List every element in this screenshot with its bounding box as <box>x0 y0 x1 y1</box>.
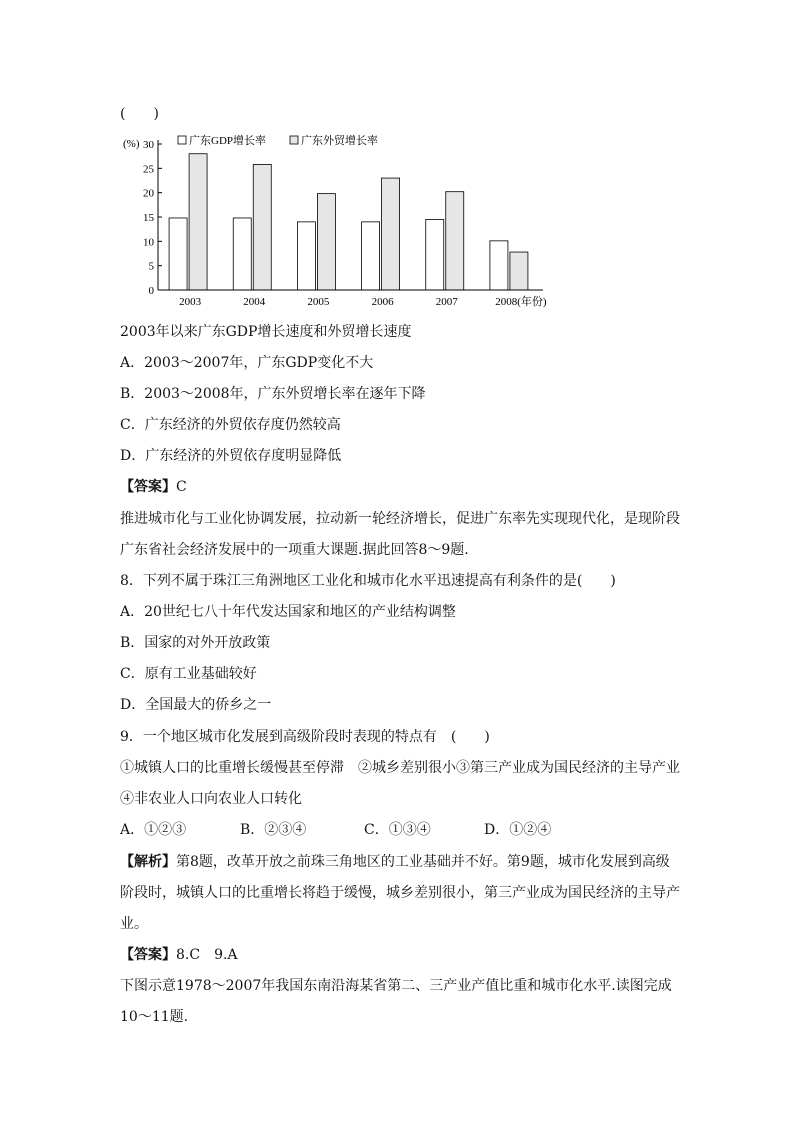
x-tick-label: 2005 <box>307 296 330 308</box>
answer-value: 8.C 9.A <box>176 947 238 963</box>
question-7-paren: ( ) <box>120 106 159 122</box>
bar-gdp-2003 <box>169 218 187 290</box>
bar-gdp-2008 <box>490 241 508 290</box>
analysis-line-1 <box>120 852 670 872</box>
bar-gdp-2006 <box>362 222 380 290</box>
intro-line-1: 推进城市化与工业化协调发展，拉动新一轮经济增长，促进广东率先实现现代化，是现阶段 <box>120 511 680 527</box>
chart-caption: 2003年以来广东GDP增长速度和外贸增长速度 <box>120 324 412 340</box>
q9-option-c: C．①③④ <box>364 822 431 838</box>
q7-option-c: C．广东经济的外贸依存度仍然较高 <box>120 417 341 433</box>
legend-swatch <box>290 136 298 144</box>
y-tick-label: 15 <box>143 212 154 224</box>
next-intro-line-1: 下图示意1978～2007年我国东南沿海某省第二、三产业产值比重和城市化水平.读图完成 <box>120 978 672 994</box>
bar-gdp-2007 <box>426 219 444 290</box>
q8-option-a: A．20世纪七八十年代发达国家和地区的产业结构调整 <box>120 604 456 620</box>
bar-gdp-2004 <box>233 218 251 290</box>
q9-option-b: B．②③④ <box>240 822 307 838</box>
y-tick-label: 25 <box>143 163 154 176</box>
analysis-text-1: 第8题，改革开放之前珠三角地区的工业基础并不好。第9题，城市化发展到高级 <box>176 854 670 870</box>
gdp-trade-bar-chart <box>118 130 558 310</box>
analysis-label: 【解析】 <box>120 854 176 870</box>
x-axis <box>158 290 547 308</box>
q7-option-b: B．2003～2008年，广东外贸增长率在逐年下降 <box>120 386 426 402</box>
question-8: 8．下列不属于珠江三角洲地区工业化和城市化水平迅速提高有利条件的是( ) <box>120 573 616 589</box>
x-tick-label: 2003 <box>179 296 202 308</box>
q9-option-d: D．①②④ <box>484 822 552 838</box>
y-tick-label: 5 <box>148 260 154 273</box>
x-tick-label: 2006 <box>371 296 394 308</box>
chart-legend <box>178 133 378 147</box>
bar-trade-2003 <box>189 154 207 290</box>
bar-trade-2006 <box>382 178 400 290</box>
x-tick-label: 2007 <box>435 296 458 308</box>
x-tick-label: 2008(年份) <box>495 296 547 308</box>
legend-swatch <box>178 136 186 144</box>
answer-8-9 <box>120 945 238 965</box>
bar-gdp-2005 <box>297 222 315 290</box>
y-tick-label: 30 <box>143 139 154 151</box>
q7-option-d: D．广东经济的外贸依存度明显降低 <box>120 448 342 464</box>
q8-option-c: C．原有工业基础较好 <box>120 666 257 682</box>
bar-trade-2007 <box>446 192 464 290</box>
q9-option-a: A．①②③ <box>120 822 187 838</box>
bar-trade-2004 <box>253 164 271 290</box>
q9-statements-1: ①城镇人口的比重增长缓慢甚至停滞 ②城乡差别很小③第三产业成为国民经济的主导产业 <box>120 760 680 776</box>
answer-7 <box>120 477 187 497</box>
q7-option-a: A．2003～2007年，广东GDP变化不大 <box>120 355 374 371</box>
y-tick-label: 20 <box>143 187 154 200</box>
q8-option-d: D．全国最大的侨乡之一 <box>120 697 272 713</box>
analysis-line-3: 业。 <box>120 916 148 932</box>
y-axis <box>143 139 162 297</box>
bar-trade-2008 <box>510 252 528 290</box>
y-tick-label: 10 <box>143 236 154 249</box>
intro-line-2: 广东省社会经济发展中的一项重大课题.据此回答8～9题. <box>120 542 469 558</box>
answer-label: 【答案】 <box>120 947 176 963</box>
q8-option-b: B．国家的对外开放政策 <box>120 635 271 651</box>
q9-statements-2: ④非农业人口向农业人口转化 <box>120 791 302 807</box>
analysis-line-2: 阶段时，城镇人口的比重增长将趋于缓慢，城乡差别很小，第三产业成为国民经济的主导产 <box>120 885 680 901</box>
bar-trade-2005 <box>317 194 335 290</box>
chart-bars <box>169 154 528 290</box>
question-9: 9．一个地区城市化发展到高级阶段时表现的特点有 ( ) <box>120 729 490 745</box>
x-tick-label: 2004 <box>243 296 266 308</box>
answer-label: 【答案】 <box>120 479 176 495</box>
legend-label: 广东GDP增长率 <box>189 135 267 147</box>
next-intro-line-2: 10～11题. <box>120 1009 189 1025</box>
answer-value: C <box>176 479 187 495</box>
y-tick-label: 0 <box>148 285 154 297</box>
y-axis-title: (%) <box>123 138 140 150</box>
legend-label: 广东外贸增长率 <box>301 135 378 147</box>
